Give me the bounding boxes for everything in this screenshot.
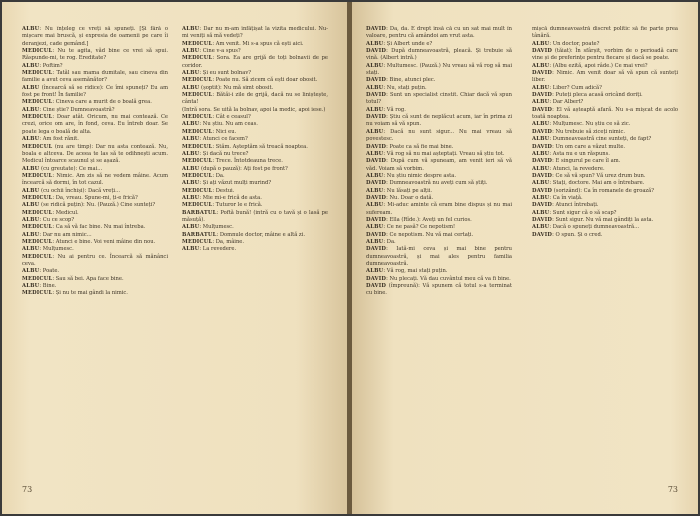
dialogue-line — [22, 70, 168, 85]
dialogue-text: : Da, mâine. — [212, 238, 245, 245]
speaker-name: ALBU — [182, 26, 200, 32]
dialogue-text: : El vă așteaptă afară. Nu s-a mișcat de acolo toată noaptea. — [532, 106, 678, 121]
speaker-name: MEDICUL — [22, 48, 53, 55]
dialogue-text: : Atunci, la revedere. — [549, 165, 605, 172]
dialogue-line — [532, 85, 678, 92]
dialogue-line — [366, 26, 512, 41]
speaker-name: ALBU — [366, 62, 384, 69]
dialogue-text: : La revedere. — [199, 246, 237, 253]
dialogue-text: : Cine v-a spus? — [199, 48, 241, 55]
dialogue-text: : Tuturor le e frică. — [212, 202, 263, 209]
dialogue-line — [532, 180, 678, 187]
speaker-name: ALBU — [182, 121, 200, 128]
speaker-name: DAVID — [366, 26, 387, 32]
dialogue-text: (împreună): Vă spunem că totul s-a terminat cu bine. — [366, 283, 512, 297]
dialogue-line — [366, 276, 512, 283]
dialogue-text: : Trece. Întotdeauna trece. — [212, 158, 283, 165]
dialogue-line — [532, 41, 678, 48]
speaker-name: MEDICUL — [182, 172, 213, 179]
dialogue-text: : Cineva care a murit de o boală grea. — [52, 99, 152, 106]
dialogue-line — [366, 180, 512, 187]
dialogue-text: : Și Albert unde e? — [383, 40, 433, 47]
speaker-name: ALBU — [22, 26, 40, 32]
dialogue-text: : Sora. Ea are grijă de toți bolnavii de pe coridor. — [182, 55, 328, 69]
dialogue-text: : Mulțumesc. — [39, 246, 74, 253]
dialogue-line — [22, 85, 168, 100]
speaker-name: ALBU — [22, 246, 40, 253]
speaker-name: ALBU — [182, 150, 200, 157]
dialogue-text: : Nu. Doar o dată. — [386, 194, 434, 201]
speaker-name: MEDICUL — [22, 70, 53, 77]
speaker-name: ALBU — [366, 202, 384, 209]
dialogue-line — [182, 85, 328, 92]
dialogue-line — [366, 129, 512, 144]
dialogue-text: : Și ați văzut mulți murind? — [199, 180, 272, 187]
dialogue-text: : Sunt sigur. Nu vă mai gândiți la asta. — [552, 216, 654, 223]
dialogue-text: : Sau să bei. Apa face bine. — [52, 275, 124, 282]
dialogue-text: : Multumesc. (Pauză.) Nu vreau să vă rog să mai stați. — [366, 62, 512, 77]
dialogue-text: : Stați, doctore. Mai am o întrebare. — [549, 180, 645, 187]
dialogue-line — [22, 144, 168, 166]
dialogue-text: : Și eu sunt bolnav? — [199, 70, 252, 77]
dialogue-line — [22, 202, 168, 209]
speaker-name: ALBU — [532, 150, 550, 157]
speaker-name: ALBU — [532, 40, 550, 47]
dialogue-text: : Liber? Cum adică? — [549, 84, 602, 91]
dialogue-text: : Nimic. Am venit doar să vă spun că sunteți liber. — [532, 70, 678, 84]
speaker-name: MEDICUL — [22, 290, 53, 297]
dialogue-line — [182, 129, 328, 136]
speaker-name: MEDICUL — [182, 187, 213, 194]
dialogue-text: : Nu înțeleg ce vreți să spuneți. [Și fără o mișcare mai bruscă, și expresia de oamenii pe care îi deranjezi, cade gemând.] — [22, 26, 168, 47]
dialogue-text: : Dar nu am nimic... — [39, 231, 92, 238]
speaker-name: MEDICUL — [182, 158, 213, 165]
dialogue-line — [182, 136, 328, 143]
speaker-name: ALBU — [22, 187, 40, 194]
dialogue-line — [366, 85, 512, 92]
dialogue-text: : Stăm. Așteptăm să treacă noaptea. — [212, 143, 308, 150]
dialogue-line — [182, 158, 328, 165]
dialogue-line — [532, 144, 678, 151]
dialogue-text: (Intră sora. Se uită la bolnav, apoi la medic, apoi iese.) — [182, 106, 326, 113]
dialogue-text: : Ella (Rîde.): Aveți un fel curios. — [386, 216, 472, 223]
speaker-name: ALBU — [22, 231, 40, 238]
right-page-column-2 — [532, 26, 678, 478]
dialogue-text: : Tatăl sau mama dumitale, sau cineva din familie a avut ceva asemănător? — [22, 70, 168, 84]
dialogue-line — [532, 210, 678, 217]
dialogue-text: : Nu știu nimic despre asta. — [383, 172, 456, 179]
dialogue-text: : Dar Albert? — [549, 99, 584, 106]
dialogue-text: : După cum vă spuneam, am venit ieri să vă văd. Voiam să vorbim. — [366, 158, 512, 172]
speaker-name: DAVID — [366, 194, 387, 201]
dialogue-line — [366, 41, 512, 48]
speaker-name: DAVID — [532, 216, 553, 223]
dialogue-line — [22, 224, 168, 231]
dialogue-text: : Cu ce scop? — [39, 216, 75, 223]
dialogue-line — [182, 224, 328, 231]
dialogue-text: : Ca să vă fac bine. Nu mai întreba. — [52, 224, 146, 231]
speaker-name: ALBU — [532, 180, 550, 187]
dialogue-line — [532, 107, 678, 122]
dialogue-text: : Nu ai pentru ce. Încearcă să mănânci ceva. — [22, 253, 168, 267]
dialogue-line — [366, 77, 512, 84]
dialogue-line — [366, 246, 512, 268]
dialogue-text: (tăiat): În sfârșit, vorbim de o perioadă care vine și de preferințe pentru fiecare și dacă se poate. — [532, 48, 678, 62]
dialogue-text: : Dacă o spuneți dumneavoastră... — [549, 224, 640, 231]
dialogue-text: : Ce ne pasă? Ce nepotism! — [383, 224, 456, 231]
speaker-name: ALBU — [366, 238, 384, 245]
dialogue-text: : Ca în viață. — [549, 194, 583, 201]
dialogue-text: : Da, vreau. Spune-mi, ți-e frică? — [52, 194, 138, 201]
speaker-name: DAVID — [366, 158, 387, 165]
speaker-name: MEDICUL — [182, 202, 213, 209]
dialogue-text: : Mulțumesc. Nu știu ce să zic. — [549, 121, 631, 128]
speaker-name: MEDICUL — [22, 253, 53, 260]
dialogue-text: : Nu lăsați pe alții. — [383, 187, 433, 194]
dialogue-text: : Dar nu m-am înfățișat la vizita medicului. Nu-mi veniți să mă vedeți? — [182, 26, 328, 40]
dialogue-text: : Poftă bună! (intră cu o tavă și o lasă pe măsuță). — [182, 209, 328, 223]
dialogue-text: : Dumneavoastră nu aveți cum să știți. — [386, 180, 488, 187]
dialogue-line — [22, 99, 168, 106]
dialogue-line — [22, 254, 168, 269]
speaker-name: ALBU — [532, 209, 550, 216]
speaker-name: MEDICUL — [182, 92, 213, 99]
speaker-name: DAVID — [532, 187, 553, 194]
speaker-name: ALBU — [22, 283, 40, 290]
right-page — [352, 2, 698, 514]
dialogue-text: : Sunt sigur că o să scap? — [549, 209, 617, 216]
dialogue-text: : Poate. — [39, 268, 60, 275]
speaker-name: ALBU — [532, 224, 550, 231]
speaker-name: DAVID — [366, 275, 387, 282]
dialogue-text: : Nu te agita, văd bine ce vrei să spui. Răspunde-mi, te rog. Ereditate? — [22, 48, 168, 62]
speaker-name: DAVID — [366, 231, 387, 238]
left-page-column-1 — [22, 26, 168, 478]
speaker-name: MEDICUL — [182, 128, 213, 135]
dialogue-text: : Da, da. E drept însă că cu un sat mai mult în valoare, pentru că amândoi am vrut asta. — [366, 26, 512, 40]
dialogue-text: : Puteți pleca acasă oricând doriți. — [552, 92, 643, 99]
dialogue-text: : Dumneavoastră cine sunteți, de fapt? — [549, 136, 652, 143]
dialogue-text: : Am fost rănit. — [39, 136, 79, 143]
dialogue-line — [532, 158, 678, 165]
dialogue-line — [22, 232, 168, 239]
speaker-name: ALBU — [182, 165, 200, 172]
dialogue-text: : Cine știe? Dumneavoastră? — [39, 106, 115, 113]
dialogue-line — [22, 63, 168, 70]
speaker-name: DAVID — [532, 231, 553, 238]
dialogue-line — [22, 188, 168, 195]
dialogue-line — [22, 136, 168, 143]
dialogue-line — [182, 144, 328, 151]
left-page — [2, 2, 348, 514]
speaker-name: ALBU — [22, 165, 40, 172]
dialogue-text: (șoptit): Nu mă simt obosit. — [199, 84, 274, 91]
dialogue-text: (cu greutate): Ce mai... — [39, 165, 103, 172]
speaker-name: DAVID — [532, 143, 553, 150]
dialogue-line — [22, 26, 168, 48]
dialogue-text: : Un doctor, poate? — [549, 40, 600, 47]
dialogue-line — [366, 92, 512, 107]
dialogue-text: : Iată-mi ceva și mai bine pentru dumneavoastră, și mai ales pentru familia dumneavoastră. — [366, 246, 512, 267]
speaker-name: BARBATUL — [182, 209, 217, 216]
dialogue-line — [182, 114, 328, 121]
dialogue-line — [182, 188, 328, 195]
dialogue-line — [366, 114, 512, 129]
speaker-name: ALBU — [532, 121, 550, 128]
dialogue-text: : O spun. Și o cred. — [552, 231, 603, 238]
speaker-name: ALBU — [532, 99, 550, 106]
speaker-name: ALBU — [366, 84, 384, 91]
speaker-name: DAVID — [532, 202, 553, 209]
dialogue-line — [22, 114, 168, 136]
dialogue-text: (nu are timp): Dar nu asta contează. Nu, boala e altceva. De aceea te las să te odihnești acum. Medicul întoarce scaunul și se așază. — [22, 143, 168, 165]
dialogue-line — [532, 136, 678, 143]
dialogue-line — [532, 26, 678, 41]
speaker-name: DAVID — [532, 48, 553, 55]
speaker-name: ALBU — [182, 84, 200, 91]
dialogue-text: : Da. — [383, 238, 396, 245]
speaker-name: ALBU — [366, 128, 384, 135]
speaker-name: MEDICUL — [22, 275, 53, 282]
open-book — [2, 2, 698, 514]
dialogue-text: : Mi-aduc aminte că eram bine dispus și nu mai sufeream. — [366, 202, 512, 216]
dialogue-line — [182, 232, 328, 239]
speaker-name: ALBU — [22, 268, 40, 275]
speaker-name: MEDICUL — [22, 209, 53, 216]
dialogue-text: : Vă rog. — [383, 106, 406, 113]
dialogue-line — [532, 92, 678, 99]
dialogue-text: : Mulțumesc. — [199, 224, 234, 231]
speaker-name: ALBU — [366, 106, 384, 113]
dialogue-text: : Ce să vă spun? Vă urez drum bun. — [552, 172, 646, 179]
speaker-name: MEDICUL — [22, 114, 53, 121]
dialogue-text: : Bine. — [39, 283, 57, 290]
dialogue-line — [366, 158, 512, 173]
speaker-name: ALBU — [22, 202, 40, 209]
dialogue-line — [182, 26, 328, 41]
speaker-name: MEDICUL — [182, 114, 213, 121]
dialogue-text: : Poate nu. Să zicem că ești doar obosit. — [212, 77, 318, 84]
speaker-name: DAVID — [366, 246, 387, 253]
dialogue-text: : Dacă nu sunt sigur... Nu mai vreau să povestesc. — [366, 128, 512, 143]
dialogue-text: : Nu plecați. Vă dau cuvântul meu că va fi bine. — [386, 275, 511, 282]
dialogue-line — [366, 283, 512, 298]
dialogue-line — [182, 210, 328, 225]
speaker-name: DAVID — [532, 128, 553, 135]
speaker-name: DAVID — [532, 106, 553, 113]
dialogue-text: : Vă rog să nu mai așteptați. Vreau să știu tot. — [383, 150, 505, 157]
speaker-name: ALBU — [182, 70, 200, 77]
dialogue-text: : Atunci ce facem? — [199, 136, 248, 143]
speaker-name: MEDICUL — [182, 143, 213, 150]
dialogue-line — [532, 166, 678, 173]
speaker-name: ALBU — [182, 246, 200, 253]
dialogue-line — [22, 166, 168, 173]
speaker-name: ALBU — [532, 194, 550, 201]
speaker-name: DAVID — [366, 180, 387, 187]
speaker-name: DAVID — [366, 143, 387, 150]
speaker-name: DAVID — [366, 283, 387, 290]
dialogue-text: (încearcă să se ridice): Ce îmi spuneți? Eu am fost pe front! În familie? — [22, 84, 168, 99]
dialogue-text: : Atunci întrebați. — [552, 202, 599, 209]
dialogue-line — [182, 246, 328, 253]
dialogue-line — [182, 202, 328, 209]
speaker-name: MEDICUL — [22, 238, 53, 245]
speaker-name: ALBU — [182, 180, 200, 187]
dialogue-line — [22, 246, 168, 253]
speaker-name: ALBU — [366, 172, 384, 179]
dialogue-text: : Nu, stați puțin. — [383, 84, 427, 91]
speaker-name: BARBATUL — [182, 231, 217, 238]
dialogue-line — [22, 268, 168, 275]
dialogue-text: : Bătăi-i zile de grijă, dacă nu se liniștește, cânta! — [182, 92, 328, 106]
speaker-name: DAVID — [366, 48, 387, 55]
speaker-name: ALBU — [366, 40, 384, 47]
speaker-name: ALBU — [182, 48, 200, 55]
dialogue-text: : Și dacă nu trece? — [199, 150, 249, 157]
dialogue-text: : Poate ca să fie mai bine. — [386, 143, 454, 150]
dialogue-line — [182, 77, 328, 84]
dialogue-text: : Cât e ceasul? — [212, 114, 251, 121]
speaker-name: ALBU — [532, 165, 550, 172]
dialogue-text: : Doar atât. Oricum, nu mai contează. Ce crezi, orice om are, în fond, ceva. Eu întreb doar. Se poate lega o boală de alta. — [22, 114, 168, 135]
dialogue-line — [532, 99, 678, 106]
dialogue-line — [22, 48, 168, 63]
speaker-name: DAVID — [532, 172, 553, 179]
speaker-name: ALBU — [22, 106, 40, 113]
dialogue-text: (cu ochii închiși): Dacă vreți... — [39, 187, 121, 194]
dialogue-line — [182, 55, 328, 70]
dialogue-text: : Nu știu. Nu am ceas. — [199, 121, 258, 128]
dialogue-line — [532, 202, 678, 209]
dialogue-line — [532, 232, 678, 239]
dialogue-line — [532, 224, 678, 231]
speaker-name: ALBU — [22, 62, 40, 69]
left-page-column-2 — [182, 26, 328, 478]
dialogue-text: : Sunt un specialist cinstit. Chiar dacă vă spun totul? — [366, 92, 512, 106]
speaker-name: MEDICUL — [22, 143, 53, 150]
dialogue-text: : Nimic. Am zis să ne vedem mâine. Acum încearcă să dormi, în tot cazul. — [22, 172, 168, 187]
speaker-name: DAVID — [366, 77, 387, 84]
dialogue-line — [366, 202, 512, 217]
dialogue-text: : După dumneavoastră, pleacă. Și trebuie să vină. (Albert intră.) — [366, 48, 512, 62]
speaker-name: DAVID — [366, 114, 387, 121]
dialogue-line — [182, 92, 328, 107]
dialogue-line — [366, 48, 512, 63]
dialogue-line — [366, 224, 512, 231]
dialogue-text: : Ce nepotism. Nu vă mai certați. — [386, 231, 474, 238]
speaker-name: ALBU — [366, 187, 384, 194]
dialogue-text: (sorizând): Ca în romanele de groază? — [552, 187, 655, 194]
dialogue-text: : Nici eu. — [212, 128, 237, 135]
dialogue-text: : Nu trebuie să ziceți nimic. — [552, 128, 626, 135]
dialogue-line — [532, 48, 678, 63]
dialogue-line — [366, 63, 512, 78]
dialogue-text: : Domnule doctor, mâine e altă zi. — [216, 231, 305, 238]
dialogue-line — [182, 239, 328, 246]
dialogue-text: (se ridică puțin): Nu. (Pauză.) Cine sunteți? — [39, 202, 156, 209]
dialogue-text: : Medicul. — [52, 209, 79, 216]
speaker-name: ALBU — [366, 150, 384, 157]
dialogue-text: (după o pauză): Ați fost pe front? — [199, 165, 288, 172]
right-page-number: 73 — [667, 485, 678, 494]
dialogue-line — [22, 173, 168, 188]
dialogue-line — [366, 232, 512, 239]
dialogue-text: : Mie mi-e frică de asta. — [199, 194, 262, 201]
dialogue-text: : Și nu te mai gândi la nimic. — [52, 290, 128, 297]
dialogue-line — [532, 63, 678, 70]
speaker-name: ALBU — [182, 194, 200, 201]
dialogue-text: : Asta nu e un răspuns. — [549, 150, 610, 157]
dialogue-line — [182, 166, 328, 173]
right-page-column-1 — [366, 26, 512, 478]
speaker-name: DAVID — [366, 92, 387, 99]
speaker-name: ALBU — [22, 216, 40, 223]
speaker-name: DAVID — [532, 158, 553, 165]
speaker-name: MEDICUL — [182, 77, 213, 84]
speaker-name: ALBU — [182, 136, 200, 143]
dialogue-text: : Vă rog, mai stați puțin. — [383, 268, 448, 275]
dialogue-text: : Destui. — [212, 187, 235, 194]
speaker-name: MEDICUL — [22, 194, 53, 201]
speaker-name: MEDICUL — [22, 99, 53, 106]
dialogue-line — [22, 276, 168, 283]
dialogue-text: : Atunci e bine. Voi veni mâine din nou. — [52, 238, 156, 245]
speaker-name: ALBU — [22, 136, 40, 143]
dialogue-text: mișcă dumneavoastră discret politic să fie parte prea tânără. — [532, 26, 678, 40]
dialogue-line — [182, 41, 328, 48]
speaker-name: DAVID — [532, 92, 553, 99]
left-page-number: 73 — [22, 485, 33, 494]
speaker-name: MEDICUL — [22, 224, 53, 231]
dialogue-line — [22, 290, 168, 297]
speaker-name: ALBU — [532, 136, 550, 143]
dialogue-text: : Am venit. Mi s-a spus că ești aici. — [212, 40, 304, 47]
speaker-name: ALBU — [22, 84, 40, 91]
speaker-name: MEDICUL — [182, 55, 213, 62]
dialogue-text: : E singurul pe care îl am. — [552, 158, 621, 165]
speaker-name: ALBU — [182, 224, 200, 231]
speaker-name: ALBU — [366, 224, 384, 231]
dialogue-line — [532, 121, 678, 128]
speaker-name: MEDICUL — [182, 40, 213, 47]
dialogue-line — [366, 268, 512, 275]
speaker-name: ALBU — [366, 268, 384, 275]
dialogue-line — [22, 210, 168, 217]
speaker-name: MEDICUL — [182, 238, 213, 245]
dialogue-text: : Bine, atunci plec. — [386, 77, 436, 84]
dialogue-line — [182, 121, 328, 128]
dialogue-text: : Un om care a văzut multe. — [552, 143, 626, 150]
speaker-name: DAVID — [366, 216, 387, 223]
dialogue-line — [22, 239, 168, 246]
dialogue-text: : Poftim? — [39, 62, 63, 69]
dialogue-line — [532, 188, 678, 195]
dialogue-line — [366, 144, 512, 151]
dialogue-text: : Știu că sunt de neplăcut acum, iar în prima zi nu voiam să vă spun. — [366, 114, 512, 128]
dialogue-line — [182, 180, 328, 187]
dialogue-text: : (Albu ezită, apoi râde.) Ce mai vrei? — [549, 62, 648, 69]
dialogue-text: : Da. — [212, 172, 225, 179]
speaker-name: ALBU — [532, 62, 550, 69]
dialogue-line — [366, 188, 512, 195]
speaker-name: MEDICUL — [22, 172, 53, 179]
dialogue-line — [532, 70, 678, 85]
speaker-name: DAVID — [532, 70, 553, 77]
speaker-name: ALBU — [532, 84, 550, 91]
